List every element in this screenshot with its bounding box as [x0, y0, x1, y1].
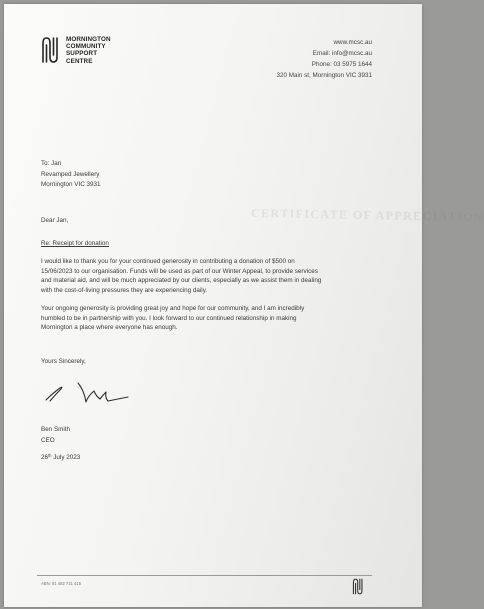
- closing: Yours Sincerely,: [41, 358, 86, 365]
- salutation: Dear Jan,: [41, 217, 69, 224]
- contact-details: [276, 37, 372, 81]
- paragraph-gratitude: [41, 304, 361, 333]
- signer-title: CEO: [41, 436, 55, 444]
- paragraph-line: Mornington a place where everyone has enough.: [41, 324, 178, 332]
- letter-page: [4, 4, 484, 607]
- recipient-to: To: Jan: [41, 160, 62, 167]
- organisation-logo: [41, 36, 111, 65]
- organisation-name-line: MORNINGTON: [66, 36, 111, 43]
- address-text: 320 Main st, Mornington VIC 3931: [276, 72, 372, 79]
- mcsc-logo-icon: [352, 578, 364, 595]
- paragraph-line: Your ongoing generosity is providing great joy and hope for our community, and I am incredibly: [41, 305, 305, 312]
- organisation-name-line: CENTRE: [66, 57, 93, 65]
- show-through-watermark: CERTIFICATE OF APPRECIATION: [250, 205, 484, 225]
- signer-block: [41, 425, 70, 446]
- paragraph-line: I would like to thank you for your continued generosity in contributing a donation of $500 on: [41, 258, 295, 265]
- mcsc-logo-icon: [41, 36, 60, 64]
- paragraph-line: 15/06/2023 to our organisation. Funds will be used as part of our Winter Appeal, to provide services: [41, 267, 318, 275]
- abn-text: ABN: 91 482 731 415: [41, 581, 82, 586]
- organisation-name: [66, 36, 111, 65]
- footer-divider: [37, 575, 372, 576]
- organisation-name-line: COMMUNITY: [66, 43, 106, 51]
- recipient-company: Revamped Jewellery: [41, 170, 100, 178]
- paragraph-line: with the cost-of-living pressures they are experiencing daily.: [41, 286, 208, 294]
- paragraph-line: and material aid, and will be much appreciated by our clients, especially as we assist them in dealing: [41, 277, 322, 285]
- subject-line: Re: Receipt for donation: [41, 240, 109, 247]
- date-month-year: July 2023: [51, 454, 81, 462]
- phone-text: Phone: 03 5975 1644: [311, 61, 372, 68]
- signer-name: Ben Smith: [41, 426, 71, 433]
- organisation-name-line: SUPPORT: [66, 50, 98, 58]
- date-day: 26: [41, 454, 49, 462]
- recipient-block: [41, 159, 101, 191]
- date-suffix: th: [48, 453, 52, 458]
- recipient-location: Mornington VIC 3931: [41, 181, 101, 188]
- website-link: www.mcsc.au: [333, 39, 372, 46]
- letter-date: [41, 453, 80, 461]
- handwritten-signature: [42, 379, 132, 407]
- paragraph-line: humbled to be in partnership with you. I look forward to our continued relationship in making: [41, 314, 297, 322]
- paragraph-thanks: [41, 257, 361, 295]
- email-text: Email: info@mcsc.au: [312, 50, 372, 57]
